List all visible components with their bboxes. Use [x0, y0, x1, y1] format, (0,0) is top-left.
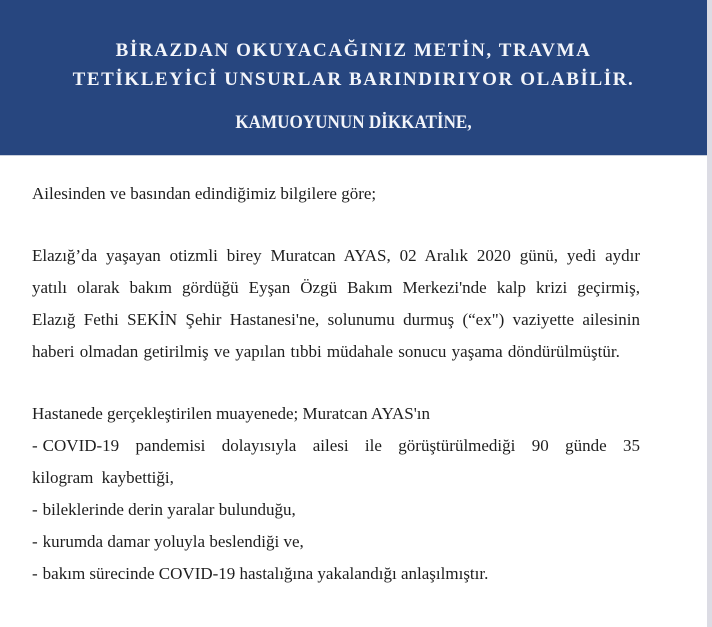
- intro-paragraph: Ailesinden ve basından edindiğimiz bilgilere göre;: [32, 184, 377, 203]
- findings-item-text: bakım sürecinde COVID-19 hastalığına yakalandığı anlaşılmıştır.: [42, 564, 489, 583]
- event-paragraph: Elazığ’da yaşayan otizmli birey Muratcan AYAS, 02 Aralık 2020 günü, yedi aydır yatılı olarak bakım gördüğü Eyşan Özgü Bakım Merkezi'nde kalp krizi geçirmiş, Elazığ Fethi SEKİN Şehir Hastanesi'ne, solunumu durmuş (“ex") vaziyette ailesinin haberi olmadan getirilmiş ve yapılan tıbbi müdahale sonucu yaşama döndürülmüştür.: [32, 246, 640, 361]
- findings-item: [32, 430, 640, 494]
- trigger-warning-heading: [0, 36, 707, 94]
- list-dash: -: [32, 532, 38, 551]
- statement-body: [32, 178, 640, 590]
- findings-item-text: kurumda damar yoluyla beslendiği ve,: [42, 532, 304, 551]
- findings-item: [32, 558, 640, 590]
- findings-list: [32, 430, 640, 590]
- findings-lead: Hastanede gerçekleştirilen muayenede; Muratcan AYAS'ın: [32, 404, 431, 423]
- trigger-warning-banner: [0, 0, 707, 156]
- trigger-warning-line-1: BİRAZDAN OKUYACAĞINIZ METİN, TRAVMA: [115, 40, 592, 61]
- list-dash: -: [32, 500, 38, 519]
- list-dash: -: [32, 436, 38, 455]
- list-dash: -: [32, 564, 38, 583]
- page-edge-strip: [707, 0, 712, 627]
- trigger-warning-line-2: TETİKLEYİCİ UNSURLAR BARINDIRIYOR OLABİLİR.: [72, 69, 635, 90]
- public-notice-heading: KAMUOYUNUN DİKKATİNE,: [235, 112, 472, 133]
- findings-item-text: bileklerinde derin yaralar bulunduğu,: [42, 500, 296, 519]
- findings-item-text: COVID-19 pandemisi dolayısıyla ailesi ile görüştürülmediği 90 günde 35 kilogram kaybettiği,: [32, 436, 640, 487]
- findings-item: [32, 526, 640, 558]
- findings-item: [32, 494, 640, 526]
